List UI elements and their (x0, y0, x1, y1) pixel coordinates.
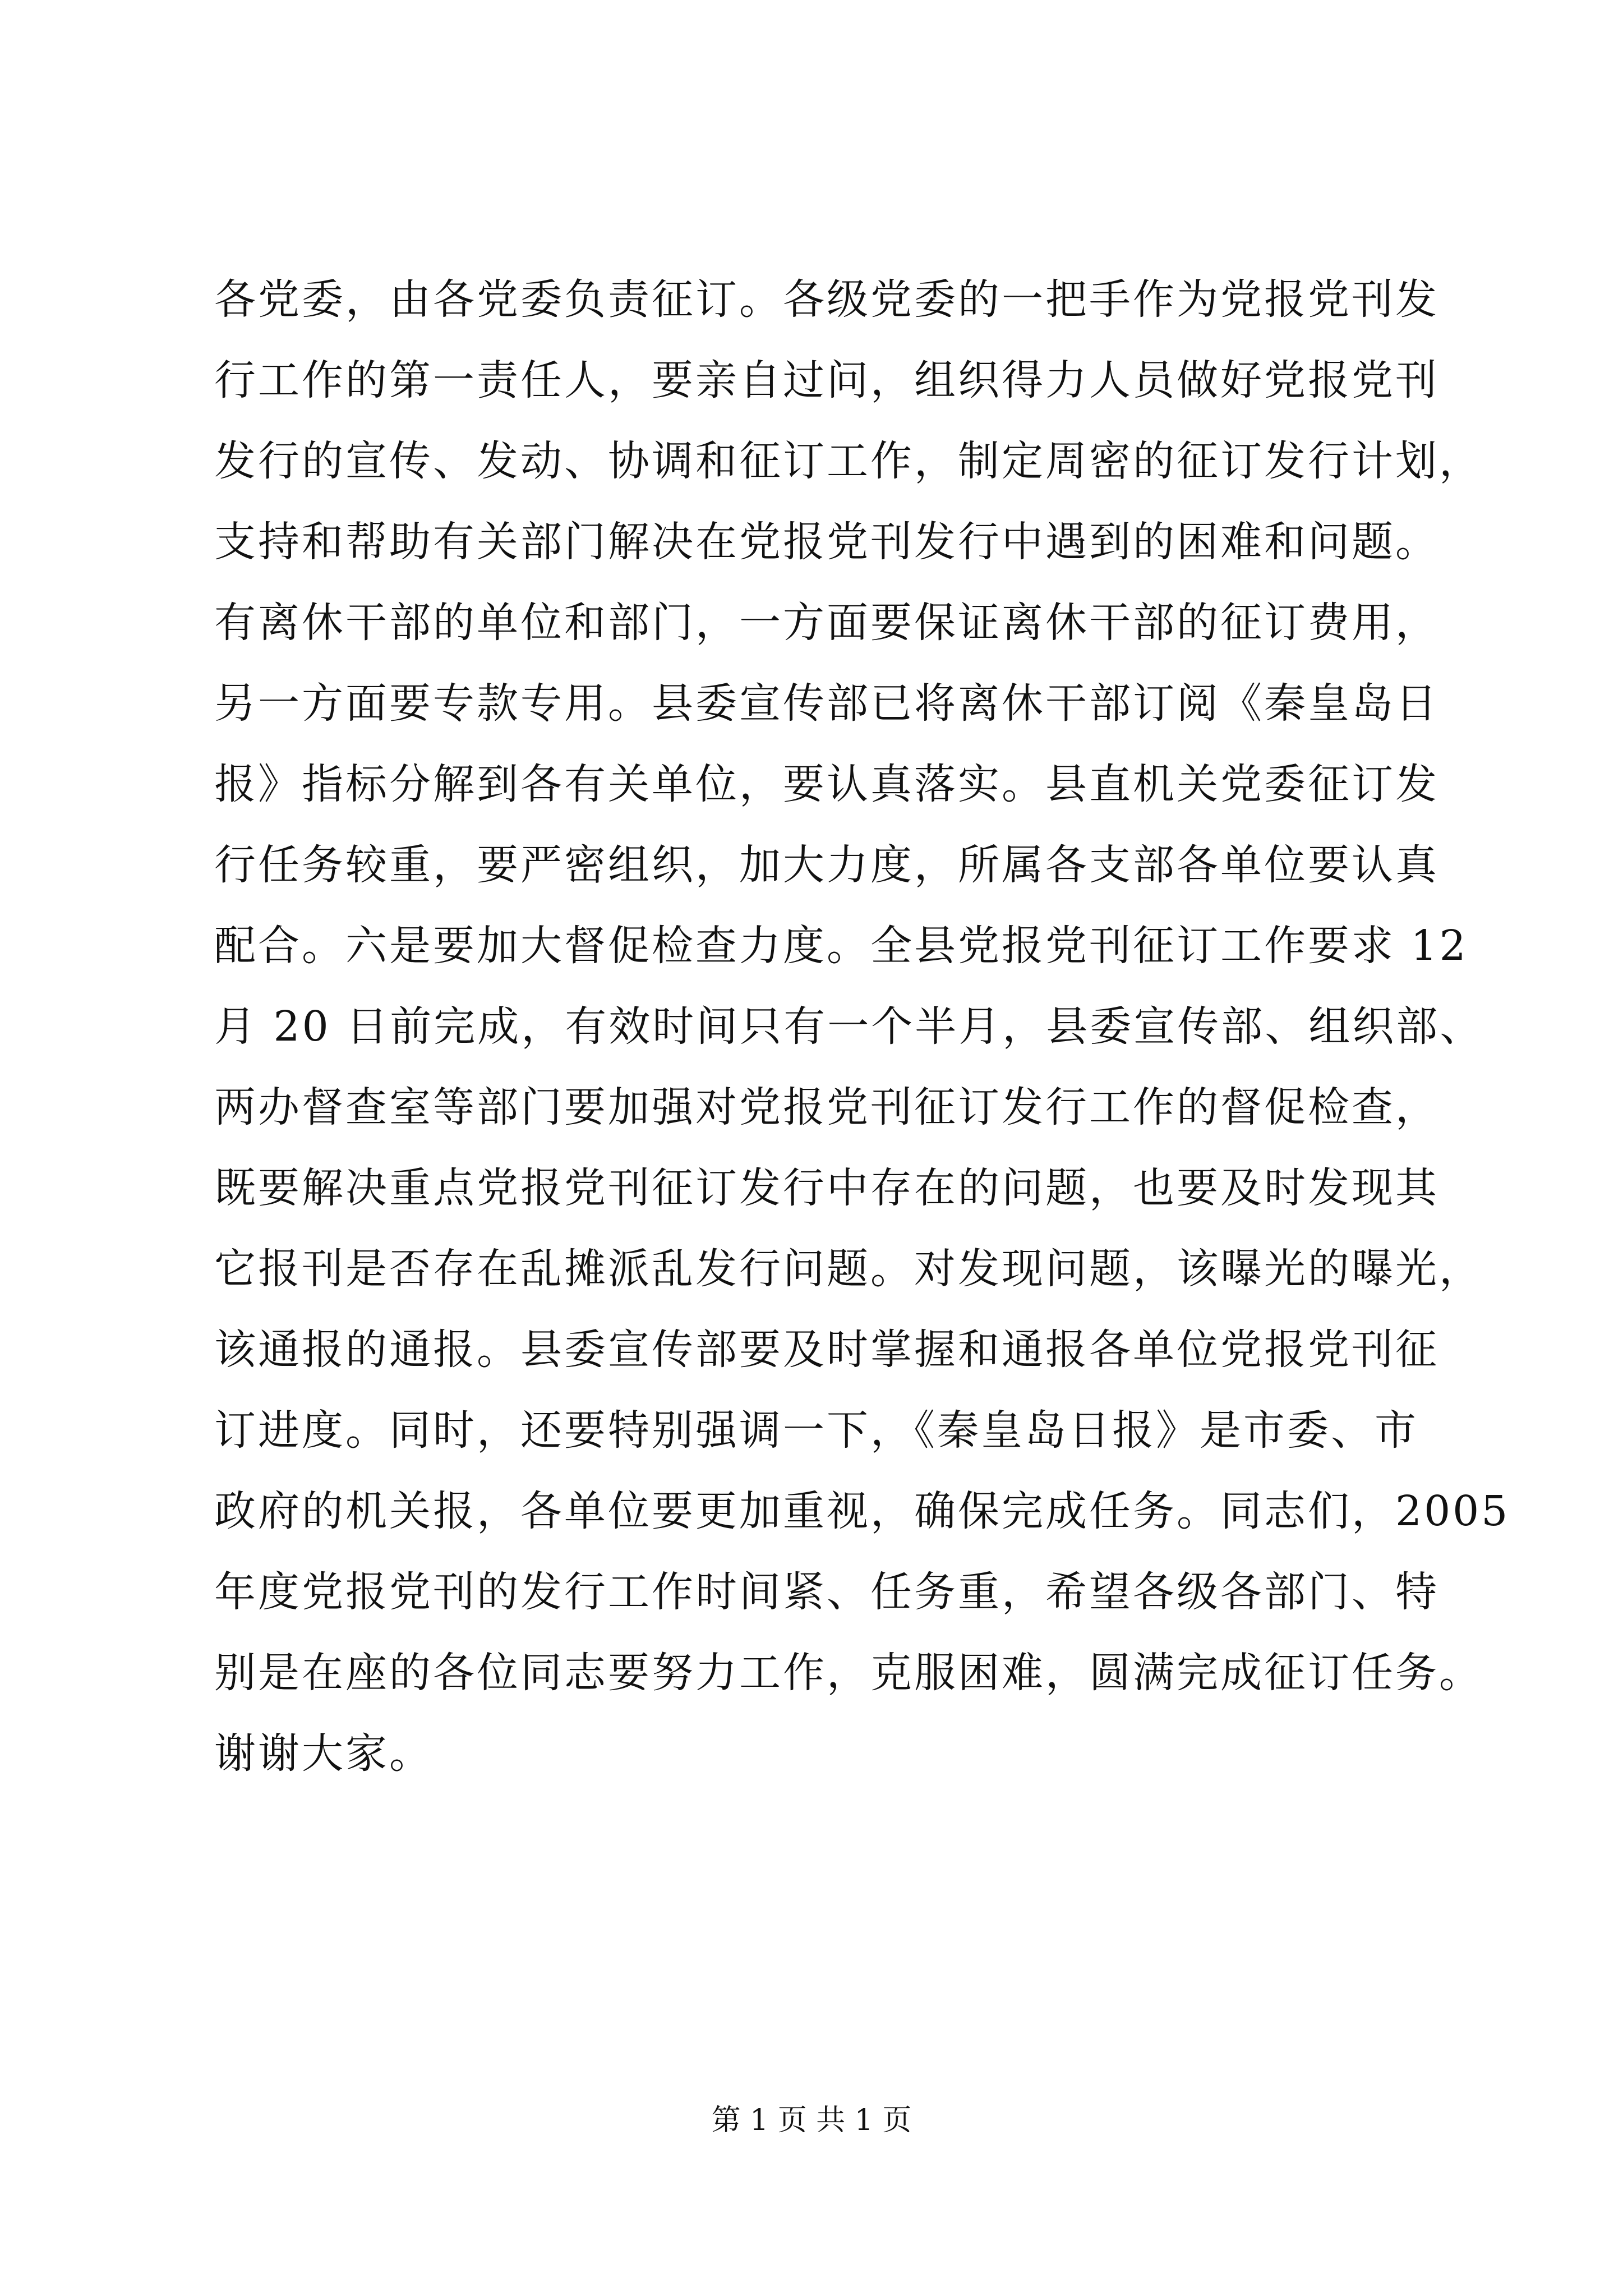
text-line: 配合。六是要加大督促检查力度。全县党报党刊征订工作要求 12 (214, 922, 1468, 970)
text-line: 另一方面要专款专用。县委宣传部已将离休干部订阅《秦皇岛日 (214, 679, 1439, 728)
text-line: 年度党报党刊的发行工作时间紧、任务重，希望各级各部门、特 (214, 1568, 1439, 1616)
text-line: 有离休干部的单位和部门，一方面要保证离休干部的征订费用， (214, 599, 1439, 647)
text-line: 两办督查室等部门要加强对党报党刊征订发行工作的督促检查， (214, 1083, 1439, 1131)
text-line: 行任务较重，要严密组织，加大力度，所属各支部各单位要认真 (214, 841, 1439, 889)
text-line: 发行的宣传、发动、协调和征订工作，制定周密的征订发行计划， (214, 437, 1483, 485)
body-text (214, 259, 1510, 1794)
text-line: 月 20 日前完成，有效时间只有一个半月，县委宣传部、组织部、 (214, 1002, 1484, 1051)
text-line: 行工作的第一责任人，要亲自过问，组织得力人员做好党报党刊 (214, 356, 1439, 404)
text-line: 支持和帮助有关部门解决在党报党刊发行中遇到的困难和问题。 (214, 518, 1439, 566)
text-line: 政府的机关报，各单位要更加重视，确保完成任务。同志们，2005 (214, 1487, 1510, 1535)
page-footer: 第 1 页 共 1 页 (711, 2104, 912, 2137)
text-line: 该通报的通报。县委宣传部要及时掌握和通报各单位党报党刊征 (214, 1326, 1439, 1374)
text-line: 它报刊是否存在乱摊派乱发行问题。对发现问题，该曝光的曝光， (214, 1245, 1483, 1293)
text-line: 别是在座的各位同志要努力工作，克服困难，圆满完成征订任务。 (214, 1649, 1483, 1697)
text-line: 各党委，由各党委负责征订。各级党委的一把手作为党报党刊发 (214, 275, 1439, 324)
text-line: 既要解决重点党报党刊征订发行中存在的问题，也要及时发现其 (214, 1164, 1439, 1212)
text-line: 报》指标分解到各有关单位，要认真落实。县直机关党委征订发 (214, 760, 1439, 808)
text-line: 谢谢大家。 (214, 1729, 433, 1778)
text-line: 订进度。同时，还要特别强调一下，《秦皇岛日报》是市委、市 (214, 1406, 1418, 1455)
